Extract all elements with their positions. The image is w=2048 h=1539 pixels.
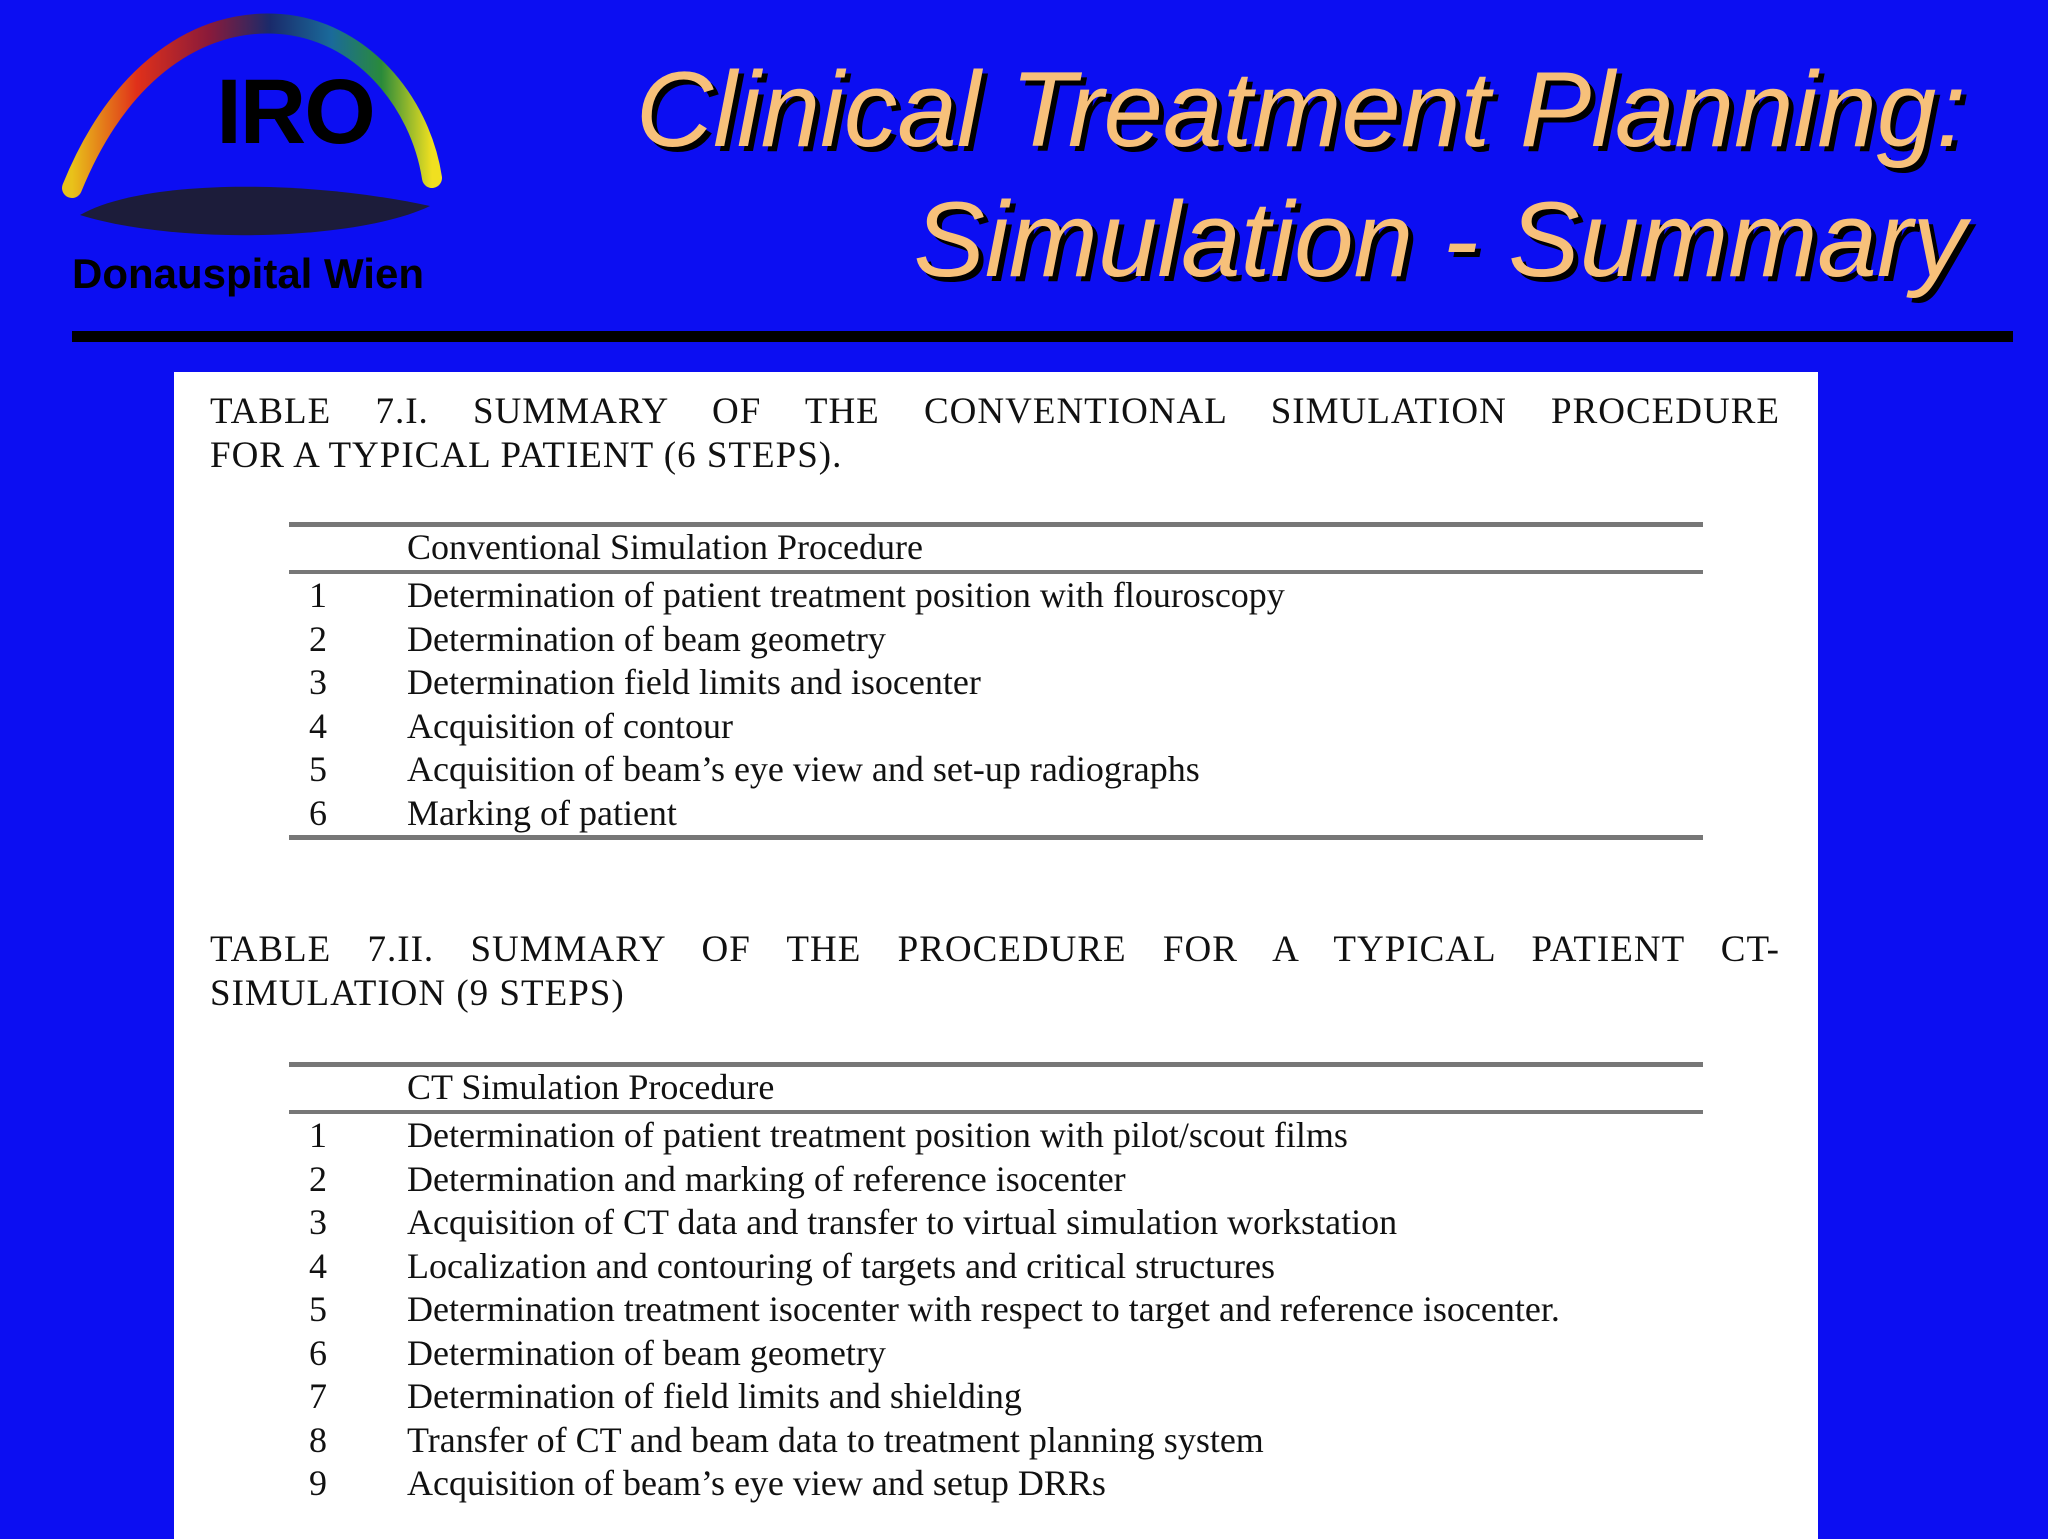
table-row: [289, 1419, 1703, 1463]
table-row: [289, 574, 1703, 618]
row-text: Acquisition of beam’s eye view and setup DRRs: [407, 1463, 1106, 1503]
row-text: Determination of patient treatment position with flouroscopy: [407, 575, 1285, 615]
iro-logo: [60, 10, 460, 300]
table2-caption-line: SIMULATION (9 STEPS): [210, 973, 625, 1014]
row-number: 6: [309, 1332, 327, 1373]
table-row: [289, 618, 1703, 662]
row-number: 3: [309, 1202, 327, 1242]
table-row: [289, 748, 1703, 792]
table-row: [289, 1332, 1703, 1376]
page-title: [566, 44, 1966, 304]
row-text: Acquisition of beam’s eye view and set-up radiographs: [407, 749, 1200, 789]
row-text: Determination and marking of reference isocenter: [407, 1158, 1126, 1199]
logo-caption: Donauspital Wien: [72, 250, 424, 297]
row-text: Acquisition of CT data and transfer to virtual simulation workstation: [407, 1202, 1398, 1242]
row-number: 5: [309, 1289, 327, 1329]
row-number: 4: [309, 1245, 327, 1286]
table-row: [289, 1375, 1703, 1419]
table2-header: CT Simulation Procedure: [407, 1067, 775, 1107]
row-number: 2: [309, 618, 327, 659]
table1-caption: [210, 390, 1780, 478]
row-number: 3: [309, 662, 327, 702]
table-rule: [289, 835, 1703, 840]
row-text: Determination of field limits and shielding: [407, 1376, 1022, 1416]
table-row: [289, 1201, 1703, 1245]
table-row: [289, 1288, 1703, 1332]
table1-caption-line: FOR A TYPICAL PATIENT (6 STEPS).: [210, 435, 843, 476]
row-number: 2: [309, 1158, 327, 1199]
table1: [289, 522, 1703, 840]
table-row: [289, 1158, 1703, 1202]
row-number: 1: [309, 575, 327, 615]
row-number: 9: [309, 1463, 327, 1503]
row-text: Localization and contouring of targets and critical structures: [407, 1245, 1276, 1286]
row-text: Transfer of CT and beam data to treatment planning system: [407, 1419, 1264, 1460]
table-row: [289, 1462, 1703, 1506]
row-number: 7: [309, 1376, 327, 1416]
document-panel: [174, 372, 1818, 1539]
title-line-1: Clinical Treatment Planning:: [635, 49, 1966, 169]
table-row: [289, 1245, 1703, 1289]
title-divider: [72, 331, 2013, 342]
table-row: [289, 1114, 1703, 1158]
row-number: 6: [309, 792, 327, 833]
row-text: Determination of patient treatment position with pilot/scout films: [407, 1115, 1348, 1155]
row-text: Determination of beam geometry: [407, 1332, 886, 1373]
row-number: 1: [309, 1115, 327, 1155]
table-row: [289, 661, 1703, 705]
row-text: Determination of beam geometry: [407, 618, 886, 659]
table1-caption-line: TABLE 7.I. SUMMARY OF THE CONVENTIONAL SIMULATION PROCEDURE: [210, 391, 1780, 432]
table2-caption-line: TABLE 7.II. SUMMARY OF THE PROCEDURE FOR A TYPICAL PATIENT CT-: [210, 929, 1780, 970]
row-text: Determination field limits and isocenter: [407, 662, 981, 702]
row-text: Determination treatment isocenter with respect to target and reference isocenter.: [407, 1289, 1560, 1329]
row-text: Acquisition of contour: [407, 705, 733, 746]
title-line-2: Simulation - Summary: [913, 179, 1966, 299]
table2-caption: [210, 928, 1780, 1016]
row-number: 8: [309, 1419, 327, 1460]
row-text: Marking of patient: [407, 792, 677, 833]
table1-header: Conventional Simulation Procedure: [407, 527, 923, 567]
row-number: 5: [309, 749, 327, 789]
table-row: [289, 792, 1703, 836]
row-number: 4: [309, 705, 327, 746]
table-row: [289, 705, 1703, 749]
logo-mark: IRO: [216, 61, 374, 163]
table2: [289, 1062, 1703, 1506]
